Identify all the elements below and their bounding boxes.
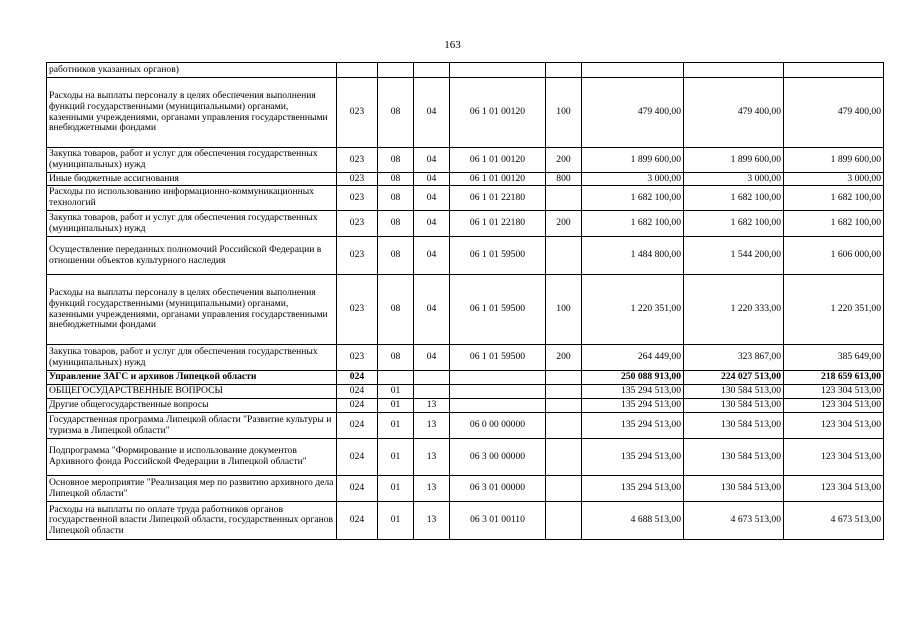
- amount-year-2: 3 000,00: [684, 173, 784, 186]
- target-code: 06 1 01 22180: [450, 211, 546, 237]
- expense-type-code: [546, 413, 582, 439]
- amount-year-3: 385 649,00: [784, 345, 884, 371]
- amount-year-3: 3 000,00: [784, 173, 884, 186]
- target-code: 06 3 00 00000: [450, 439, 546, 476]
- amount-year-3: 123 304 513,00: [784, 413, 884, 439]
- expense-type-code: [546, 371, 582, 385]
- target-code: 06 3 01 00110: [450, 502, 546, 540]
- item-name: Управление ЗАГС и архивов Липецкой области: [47, 371, 337, 385]
- section-code: 08: [378, 275, 414, 345]
- target-code: 06 1 01 59500: [450, 237, 546, 275]
- section-code: 08: [378, 186, 414, 211]
- subsection-code: 04: [414, 173, 450, 186]
- table-row: [47, 476, 884, 502]
- amount-year-2: [684, 63, 784, 78]
- section-code: 01: [378, 399, 414, 413]
- table-row: [47, 502, 884, 540]
- amount-year-3: [784, 63, 884, 78]
- subsection-code: 04: [414, 345, 450, 371]
- amount-year-1: 1 682 100,00: [582, 186, 684, 211]
- section-code: 08: [378, 78, 414, 148]
- item-name: Государственная программа Липецкой области "Развитие культуры и туризма в Липецкой области": [47, 413, 337, 439]
- table-row: [47, 371, 884, 385]
- target-code: [450, 399, 546, 413]
- amount-year-1: 1 220 351,00: [582, 275, 684, 345]
- section-code: 08: [378, 345, 414, 371]
- amount-year-1: 135 294 513,00: [582, 439, 684, 476]
- admin-code: 023: [337, 345, 378, 371]
- table-row: [47, 237, 884, 275]
- amount-year-3: 1 220 351,00: [784, 275, 884, 345]
- amount-year-3: 1 682 100,00: [784, 211, 884, 237]
- item-name: Закупка товаров, работ и услуг для обеспечения государственных (муниципальных) нужд: [47, 211, 337, 237]
- expense-type-code: [546, 476, 582, 502]
- amount-year-1: 1 484 800,00: [582, 237, 684, 275]
- admin-code: 023: [337, 186, 378, 211]
- expense-type-code: 200: [546, 345, 582, 371]
- admin-code: 023: [337, 237, 378, 275]
- section-code: 01: [378, 385, 414, 399]
- expense-type-code: [546, 385, 582, 399]
- table-row: [47, 385, 884, 399]
- amount-year-3: 123 304 513,00: [784, 476, 884, 502]
- amount-year-3: 123 304 513,00: [784, 439, 884, 476]
- table-row: [47, 173, 884, 186]
- section-code: 01: [378, 476, 414, 502]
- amount-year-3: 123 304 513,00: [784, 385, 884, 399]
- item-name: Подпрограмма "Формирование и использование документов Архивного фонда Российской Федерации в Липецкой области": [47, 439, 337, 476]
- amount-year-2: 130 584 513,00: [684, 439, 784, 476]
- section-code: [378, 371, 414, 385]
- amount-year-2: 4 673 513,00: [684, 502, 784, 540]
- table-row: [47, 275, 884, 345]
- subsection-code: 13: [414, 413, 450, 439]
- subsection-code: 04: [414, 78, 450, 148]
- amount-year-2: 323 867,00: [684, 345, 784, 371]
- amount-year-1: 3 000,00: [582, 173, 684, 186]
- expense-type-code: [546, 186, 582, 211]
- subsection-code: 04: [414, 275, 450, 345]
- page-number: 163: [444, 39, 461, 51]
- item-name: Закупка товаров, работ и услуг для обеспечения государственных (муниципальных) нужд: [47, 148, 337, 173]
- subsection-code: 13: [414, 476, 450, 502]
- item-name: ОБЩЕГОСУДАРСТВЕННЫЕ ВОПРОСЫ: [47, 385, 337, 399]
- table-row: [47, 399, 884, 413]
- admin-code: [337, 63, 378, 78]
- table-row: [47, 78, 884, 148]
- expense-type-code: [546, 439, 582, 476]
- budget-table: [46, 62, 884, 540]
- subsection-code: [414, 385, 450, 399]
- target-code: [450, 63, 546, 78]
- expense-type-code: 200: [546, 148, 582, 173]
- table-row: [47, 63, 884, 78]
- admin-code: 024: [337, 385, 378, 399]
- subsection-code: 13: [414, 399, 450, 413]
- item-name: Расходы на выплаты по оплате труда работников органов государственной власти Липецкой области, государственных органов Липецкой области: [47, 502, 337, 540]
- section-code: 08: [378, 148, 414, 173]
- table-row: [47, 413, 884, 439]
- item-name: работников указанных органов): [47, 63, 337, 78]
- amount-year-2: 479 400,00: [684, 78, 784, 148]
- admin-code: 024: [337, 502, 378, 540]
- target-code: 06 0 00 00000: [450, 413, 546, 439]
- amount-year-1: 264 449,00: [582, 345, 684, 371]
- section-code: 01: [378, 439, 414, 476]
- item-name: Основное мероприятие "Реализация мер по развитию архивного дела Липецкой области": [47, 476, 337, 502]
- amount-year-1: 1 899 600,00: [582, 148, 684, 173]
- amount-year-2: 1 544 200,00: [684, 237, 784, 275]
- item-name: Расходы на выплаты персоналу в целях обеспечения выполнения функций государственными (муниципальными) органами, казенными учреждениями, органами управления государственными внебюджетными фондами: [47, 78, 337, 148]
- amount-year-1: 135 294 513,00: [582, 476, 684, 502]
- amount-year-1: 1 682 100,00: [582, 211, 684, 237]
- expense-type-code: 100: [546, 78, 582, 148]
- admin-code: 024: [337, 413, 378, 439]
- admin-code: 023: [337, 173, 378, 186]
- expense-type-code: 100: [546, 275, 582, 345]
- expense-type-code: [546, 399, 582, 413]
- target-code: 06 1 01 00120: [450, 78, 546, 148]
- subsection-code: [414, 371, 450, 385]
- subsection-code: 04: [414, 211, 450, 237]
- expense-type-code: 800: [546, 173, 582, 186]
- amount-year-2: 130 584 513,00: [684, 399, 784, 413]
- amount-year-2: 1 899 600,00: [684, 148, 784, 173]
- target-code: 06 3 01 00000: [450, 476, 546, 502]
- amount-year-1: 250 088 913,00: [582, 371, 684, 385]
- item-name: Расходы по использованию информационно-коммуникационных технологий: [47, 186, 337, 211]
- expense-type-code: [546, 502, 582, 540]
- table-row: [47, 186, 884, 211]
- amount-year-1: 4 688 513,00: [582, 502, 684, 540]
- admin-code: 023: [337, 275, 378, 345]
- subsection-code: 04: [414, 186, 450, 211]
- amount-year-2: 130 584 513,00: [684, 413, 784, 439]
- subsection-code: 04: [414, 148, 450, 173]
- admin-code: 024: [337, 476, 378, 502]
- expense-type-code: 200: [546, 211, 582, 237]
- target-code: [450, 371, 546, 385]
- expense-type-code: [546, 63, 582, 78]
- amount-year-3: 479 400,00: [784, 78, 884, 148]
- item-name: Осуществление переданных полномочий Российской Федерации в отношении объектов культурного наследия: [47, 237, 337, 275]
- item-name: Закупка товаров, работ и услуг для обеспечения государственных (муниципальных) нужд: [47, 345, 337, 371]
- admin-code: 024: [337, 371, 378, 385]
- target-code: 06 1 01 00120: [450, 173, 546, 186]
- target-code: [450, 385, 546, 399]
- amount-year-3: 1 682 100,00: [784, 186, 884, 211]
- subsection-code: [414, 63, 450, 78]
- admin-code: 023: [337, 148, 378, 173]
- amount-year-1: 135 294 513,00: [582, 385, 684, 399]
- section-code: 01: [378, 502, 414, 540]
- section-code: 01: [378, 413, 414, 439]
- amount-year-2: 130 584 513,00: [684, 476, 784, 502]
- table-row: [47, 148, 884, 173]
- item-name: Расходы на выплаты персоналу в целях обеспечения выполнения функций государственными (муниципальными) органами, казенными учреждениями, органами управления государственными внебюджетными фондами: [47, 275, 337, 345]
- amount-year-1: 135 294 513,00: [582, 413, 684, 439]
- admin-code: 023: [337, 211, 378, 237]
- amount-year-1: 135 294 513,00: [582, 399, 684, 413]
- subsection-code: 04: [414, 237, 450, 275]
- amount-year-3: 1 606 000,00: [784, 237, 884, 275]
- section-code: [378, 63, 414, 78]
- amount-year-1: 479 400,00: [582, 78, 684, 148]
- target-code: 06 1 01 59500: [450, 345, 546, 371]
- table-row: [47, 345, 884, 371]
- target-code: 06 1 01 00120: [450, 148, 546, 173]
- section-code: 08: [378, 211, 414, 237]
- section-code: 08: [378, 173, 414, 186]
- amount-year-1: [582, 63, 684, 78]
- amount-year-2: 1 220 333,00: [684, 275, 784, 345]
- item-name: Другие общегосударственные вопросы: [47, 399, 337, 413]
- table-row: [47, 439, 884, 476]
- subsection-code: 13: [414, 502, 450, 540]
- amount-year-2: 1 682 100,00: [684, 186, 784, 211]
- target-code: 06 1 01 22180: [450, 186, 546, 211]
- amount-year-3: 123 304 513,00: [784, 399, 884, 413]
- admin-code: 024: [337, 439, 378, 476]
- item-name: Иные бюджетные ассигнования: [47, 173, 337, 186]
- section-code: 08: [378, 237, 414, 275]
- amount-year-3: 218 659 613,00: [784, 371, 884, 385]
- amount-year-2: 1 682 100,00: [684, 211, 784, 237]
- amount-year-2: 130 584 513,00: [684, 385, 784, 399]
- amount-year-3: 1 899 600,00: [784, 148, 884, 173]
- target-code: 06 1 01 59500: [450, 275, 546, 345]
- amount-year-3: 4 673 513,00: [784, 502, 884, 540]
- amount-year-2: 224 027 513,00: [684, 371, 784, 385]
- admin-code: 024: [337, 399, 378, 413]
- expense-type-code: [546, 237, 582, 275]
- table-row: [47, 211, 884, 237]
- admin-code: 023: [337, 78, 378, 148]
- subsection-code: 13: [414, 439, 450, 476]
